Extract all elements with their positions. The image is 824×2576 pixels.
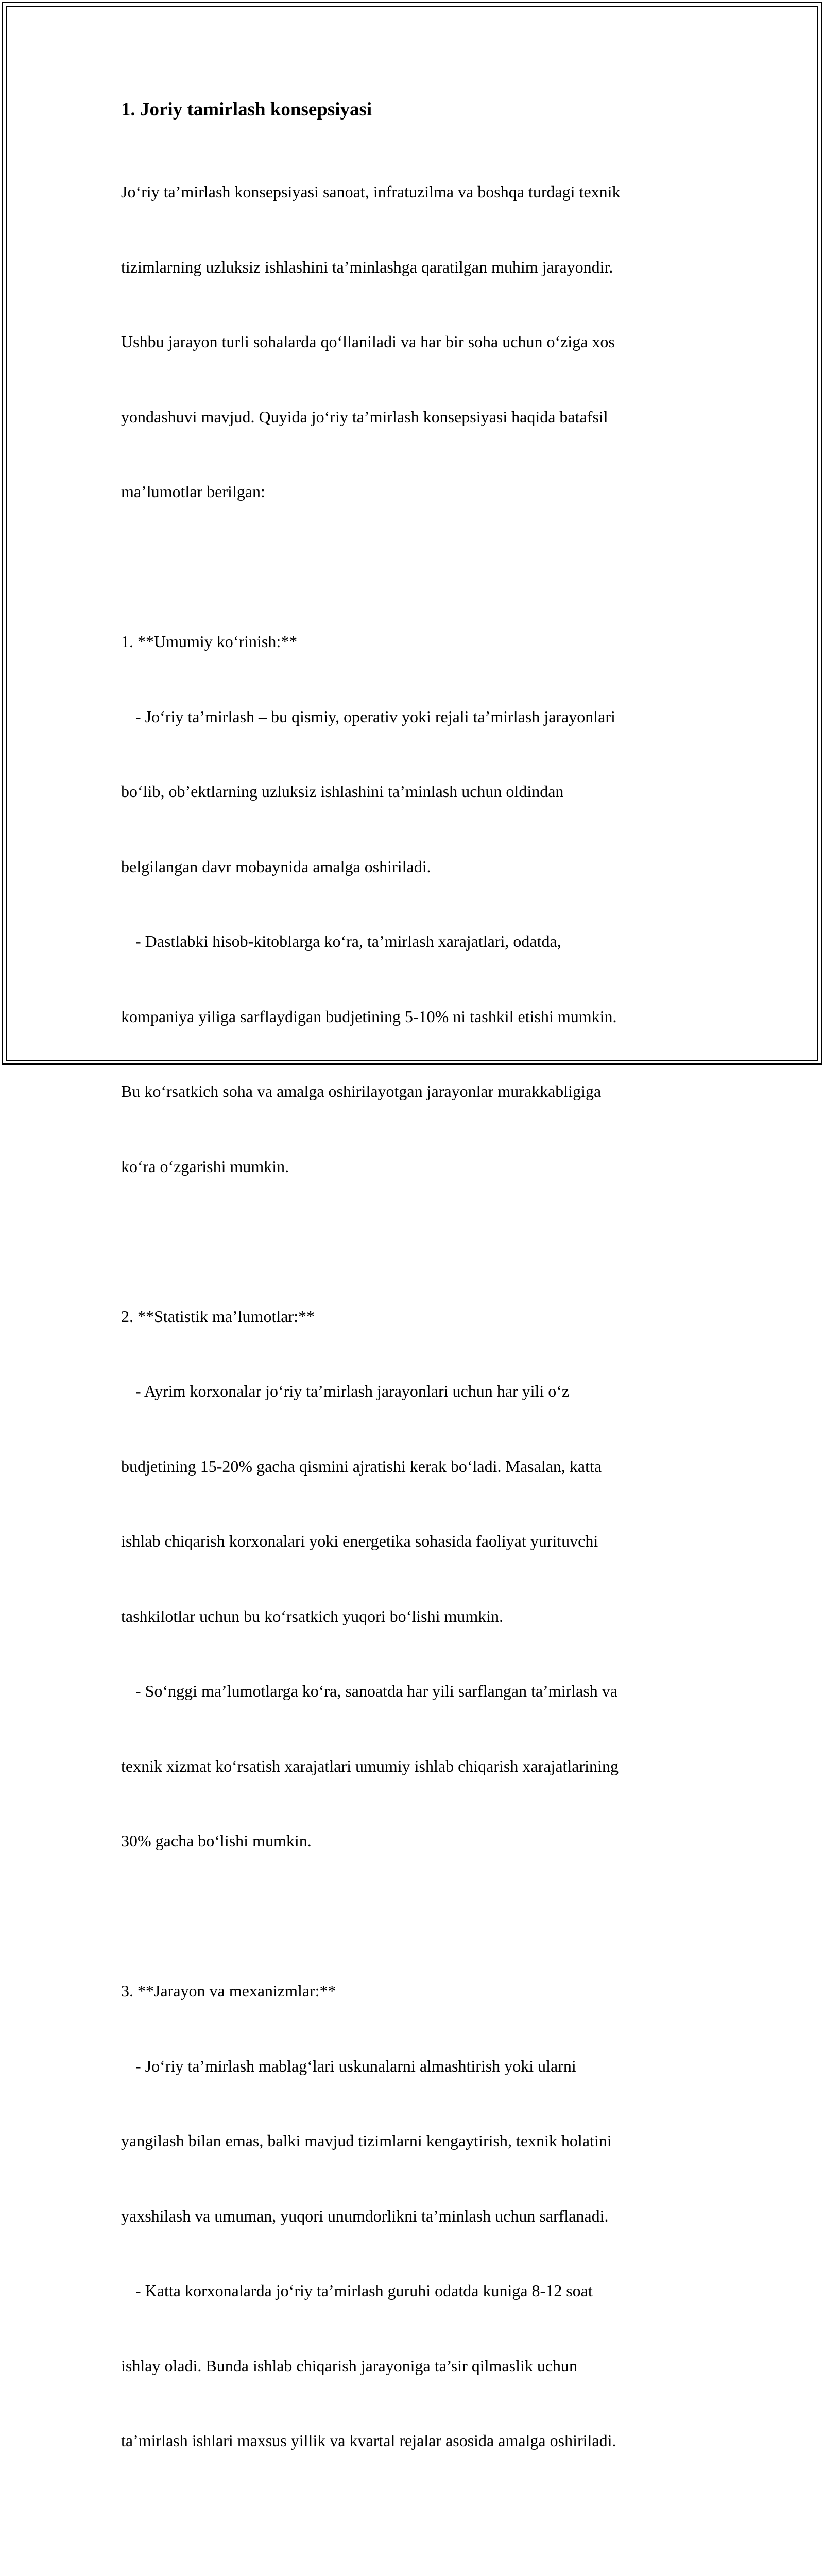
bullet-line: yangilash bilan emas, balki mavjud tizimlarni kengaytirish, texnik holatini <box>121 2131 612 2150</box>
section-umumiy-korinish <box>121 579 708 1229</box>
bullet-line: - Dastlabki hisob-kitoblarga ko‘ra, ta’mirlash xarajatlari, odatda, <box>135 932 561 951</box>
section-heading: 1. **Umumiy ko‘rinish:** <box>121 632 298 651</box>
document-title: 1. Joriy tamirlash konsepsiyasi <box>121 99 372 120</box>
bullet-line: texnik xizmat ko‘rsatish xarajatlari umumiy ishlab chiqarish xarajatlarining <box>121 1756 619 1775</box>
bullet-line: ishlay oladi. Bunda ishlab chiqarish jarayoniga ta’sir qilmaslik uchun <box>121 2356 578 2375</box>
bullet-line: - Jo‘riy ta’mirlash – bu qismiy, operativ yoki rejali ta’mirlash jarayonlari <box>135 707 615 726</box>
spacer <box>121 554 708 580</box>
spacer <box>121 1904 708 1929</box>
bullet-line: ko‘ra o‘zgarishi mumkin. <box>121 1157 289 1176</box>
intro-line: ma’lumotlar berilgan: <box>121 482 265 501</box>
bullet-line: ishlab chiqarish korxonalari yoki energetika sohasida faoliyat yurituvchi <box>121 1532 598 1550</box>
spacer <box>121 1229 708 1254</box>
bullet-line: belgilangan davr mobaynida amalga oshiriladi. <box>121 857 431 876</box>
intro-paragraph <box>121 129 708 554</box>
intro-line: Jo‘riy ta’mirlash konsepsiyasi sanoat, infratuzilma va boshqa turdagi texnik <box>121 182 621 201</box>
bullet-line: - Jo‘riy ta’mirlash mablag‘lari uskunalarni almashtirish yoki ularni <box>135 2056 576 2075</box>
section-jarayon-mexanizmlar <box>121 1928 708 2503</box>
bullet-line: kompaniya yiliga sarflaydigan budjetining 5-10% ni tashkil etishi mumkin. <box>121 1007 617 1026</box>
intro-line: yondashuvi mavjud. Quyida jo‘riy ta’mirlash konsepsiyasi haqida batafsil <box>121 407 608 426</box>
section-heading: 2. **Statistik ma’lumotlar:** <box>121 1307 315 1326</box>
intro-line: tizimlarning uzluksiz ishlashini ta’minlashga qaratilgan muhim jarayondir. <box>121 257 613 276</box>
bullet-line: ta’mirlash ishlari maxsus yillik va kvartal rejalar asosida amalga oshiriladi. <box>121 2431 616 2450</box>
document-body <box>121 95 708 2576</box>
section-heading: 3. **Jarayon va mexanizmlar:** <box>121 1981 336 2000</box>
bullet-line: - Ayrim korxonalar jo‘riy ta’mirlash jarayonlari uchun har yili o‘z <box>135 1382 570 1400</box>
intro-line: Ushbu jarayon turli sohalarda qo‘llaniladi va har bir soha uchun o‘ziga xos <box>121 332 615 351</box>
bullet-line: 30% gacha bo‘lishi mumkin. <box>121 1832 312 1850</box>
bullet-line: - So‘nggi ma’lumotlarga ko‘ra, sanoatda har yili sarflangan ta’mirlash va <box>135 1682 617 1700</box>
bullet-line: budjetining 15-20% gacha qismini ajratishi kerak bo‘ladi. Masalan, katta <box>121 1456 602 1476</box>
section-texnik-xizmat <box>121 2528 708 2576</box>
bullet-line: yaxshilash va umuman, yuqori unumdorlikni ta’minlash uchun sarflanadi. <box>121 2206 609 2225</box>
bullet-line: - Katta korxonalarda jo‘riy ta’mirlash guruhi odatda kuniga 8-12 soat <box>135 2281 593 2300</box>
section-statistik-malumotlar <box>121 1254 708 1904</box>
spacer <box>121 2503 708 2529</box>
bullet-line: Bu ko‘rsatkich soha va amalga oshirilayotgan jarayonlar murakkabligiga <box>121 1082 602 1100</box>
bullet-line: tashkilotlar uchun bu ko‘rsatkich yuqori bo‘lishi mumkin. <box>121 1606 504 1625</box>
bullet-line: bo‘lib, ob’ektlarning uzluksiz ishlashini ta’minlash uchun oldindan <box>121 782 564 801</box>
